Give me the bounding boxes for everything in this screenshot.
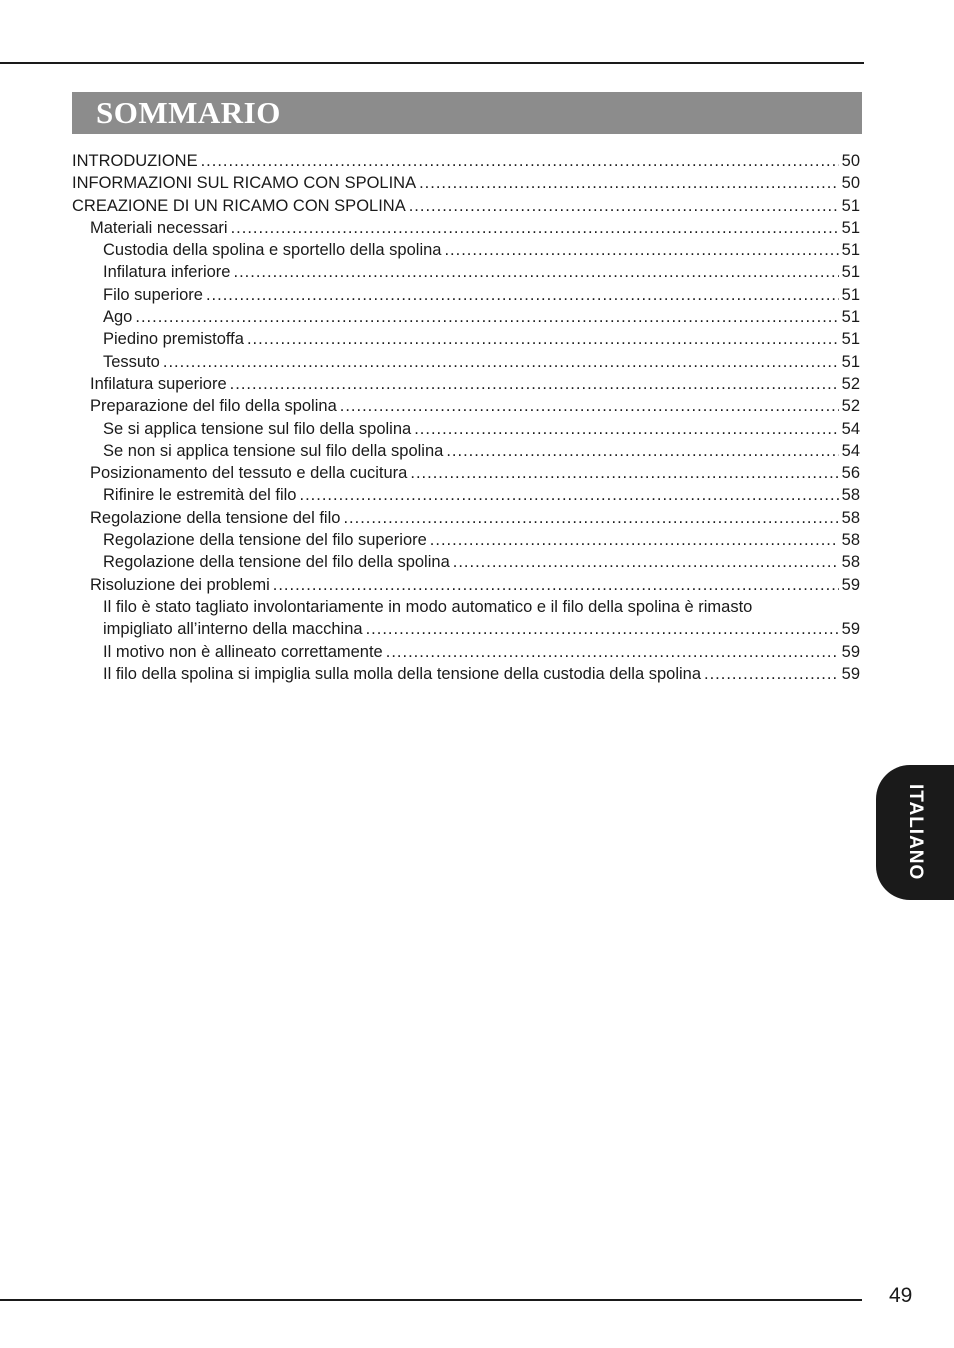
toc-leader	[201, 150, 839, 172]
toc-leader	[419, 172, 839, 194]
toc-leader	[163, 351, 839, 373]
toc-entry-page: 51	[841, 330, 860, 349]
toc-entry-label: Se si applica tensione sul filo della spolina	[103, 419, 412, 438]
toc-entry-label: Il filo della spolina si impiglia sulla molla della tensione della custodia della spolina	[103, 664, 702, 683]
toc-leader	[453, 551, 839, 573]
toc-entry[interactable]	[72, 351, 860, 373]
toc-entry-page: 58	[841, 508, 860, 527]
toc-entry[interactable]	[72, 373, 860, 395]
toc-entry[interactable]	[72, 395, 860, 417]
toc-entry-page: 58	[841, 553, 860, 572]
toc-entry-page: 50	[841, 174, 860, 193]
toc-entry-label: Tessuto	[103, 352, 160, 371]
toc-entry[interactable]	[72, 195, 860, 217]
toc-leader	[366, 618, 839, 640]
toc-leader	[340, 395, 839, 417]
toc-entry[interactable]	[72, 440, 860, 462]
toc-entry-page: 54	[841, 419, 860, 438]
toc-entry-label: Regolazione della tensione del filo superiore	[103, 531, 427, 550]
toc-leader	[343, 507, 838, 529]
toc-entry-page: 58	[841, 531, 860, 550]
toc-leader	[233, 261, 838, 283]
toc-entry[interactable]	[72, 507, 860, 529]
table-of-contents	[72, 150, 860, 685]
language-tab-label: ITALIANO	[905, 784, 926, 881]
toc-entry-page: 58	[841, 486, 860, 505]
toc-entry[interactable]	[72, 663, 860, 685]
toc-leader	[414, 418, 838, 440]
toc-entry[interactable]	[72, 418, 860, 440]
toc-entry-label: Piedino premistoffa	[103, 330, 244, 349]
toc-entry-page: 51	[841, 308, 860, 327]
toc-entry-label: Custodia della spolina e sportello della spolina	[103, 241, 442, 260]
toc-leader	[704, 663, 839, 685]
toc-entry[interactable]	[72, 551, 860, 573]
bottom-rule	[0, 1299, 862, 1301]
toc-entry-page: 59	[841, 642, 860, 661]
toc-entry[interactable]	[72, 641, 860, 663]
toc-entry-label: Preparazione del filo della spolina	[90, 397, 337, 416]
toc-entry[interactable]	[72, 217, 860, 239]
toc-entry-label: INTRODUZIONE	[72, 152, 198, 170]
toc-entry[interactable]	[72, 306, 860, 328]
toc-entry[interactable]	[72, 484, 860, 506]
toc-entry-page: 51	[841, 263, 860, 282]
toc-entry[interactable]	[72, 462, 860, 484]
toc-entry[interactable]	[72, 574, 860, 596]
language-tab	[876, 765, 954, 900]
toc-leader	[206, 284, 839, 306]
top-rule	[0, 62, 864, 64]
toc-entry-label: Posizionamento del tessuto e della cucitura	[90, 464, 408, 483]
toc-entry-label: Regolazione della tensione del filo	[90, 508, 341, 527]
toc-entry-page: 51	[841, 285, 860, 304]
toc-leader	[410, 462, 838, 484]
toc-entry-page: 56	[841, 464, 860, 483]
toc-entry-page: 59	[841, 664, 860, 683]
toc-entry[interactable]	[72, 618, 860, 640]
toc-entry-label: Regolazione della tensione del filo della spolina	[103, 553, 450, 572]
page-title: SOMMARIO	[96, 95, 281, 130]
toc-leader	[247, 328, 839, 350]
toc-entry[interactable]	[72, 172, 860, 194]
toc-entry-label: Ago	[103, 308, 133, 327]
toc-entry-label: impigliato all’interno della macchina	[103, 620, 363, 639]
toc-entry[interactable]	[72, 529, 860, 551]
toc-entry-label: INFORMAZIONI SUL RICAMO CON SPOLINA	[72, 174, 417, 193]
toc-leader	[300, 484, 839, 506]
toc-entry-page: 51	[841, 218, 860, 237]
toc-entry-page: 52	[841, 374, 860, 393]
toc-entry-label: Risoluzione dei problemi	[90, 575, 270, 594]
toc-entry[interactable]	[72, 239, 860, 261]
toc-leader	[273, 574, 839, 596]
title-bar	[72, 92, 862, 134]
toc-entry-label: Infilatura superiore	[90, 374, 227, 393]
toc-entry-page: 51	[841, 352, 860, 371]
toc-leader	[135, 306, 838, 328]
toc-entry-page: 54	[841, 441, 860, 460]
toc-entry[interactable]	[72, 284, 860, 306]
toc-leader	[444, 239, 838, 261]
toc-leader	[446, 440, 838, 462]
page-number: 49	[889, 1284, 913, 1307]
toc-entry[interactable]	[72, 150, 860, 172]
toc-entry[interactable]	[72, 596, 860, 618]
toc-entry-page: 51	[841, 196, 860, 215]
toc-entry-label: Rifinire le estremità del filo	[103, 486, 297, 505]
toc-leader	[231, 217, 839, 239]
toc-entry-page: 59	[841, 620, 860, 639]
toc-entry-label: Il filo è stato tagliato involontariamente in modo automatico e il filo della spolina è rimasto	[103, 597, 753, 616]
toc-entry[interactable]	[72, 261, 860, 283]
toc-entry-label: Infilatura inferiore	[103, 263, 231, 282]
toc-leader	[409, 195, 839, 217]
toc-entry-label: Il motivo non è allineato correttamente	[103, 642, 383, 661]
toc-entry-page: 50	[841, 152, 860, 170]
toc-entry[interactable]	[72, 328, 860, 350]
toc-entry-page: 52	[841, 397, 860, 416]
toc-leader	[430, 529, 839, 551]
toc-entry-label: Se non si applica tensione sul filo della spolina	[103, 441, 444, 460]
toc-leader	[230, 373, 839, 395]
toc-leader	[386, 641, 839, 663]
toc-entry-page: 51	[841, 241, 860, 260]
toc-entry-label: CREAZIONE DI UN RICAMO CON SPOLINA	[72, 196, 406, 215]
toc-entry-page: 59	[841, 575, 860, 594]
toc-entry-label: Materiali necessari	[90, 218, 228, 237]
toc-entry-label: Filo superiore	[103, 285, 203, 304]
